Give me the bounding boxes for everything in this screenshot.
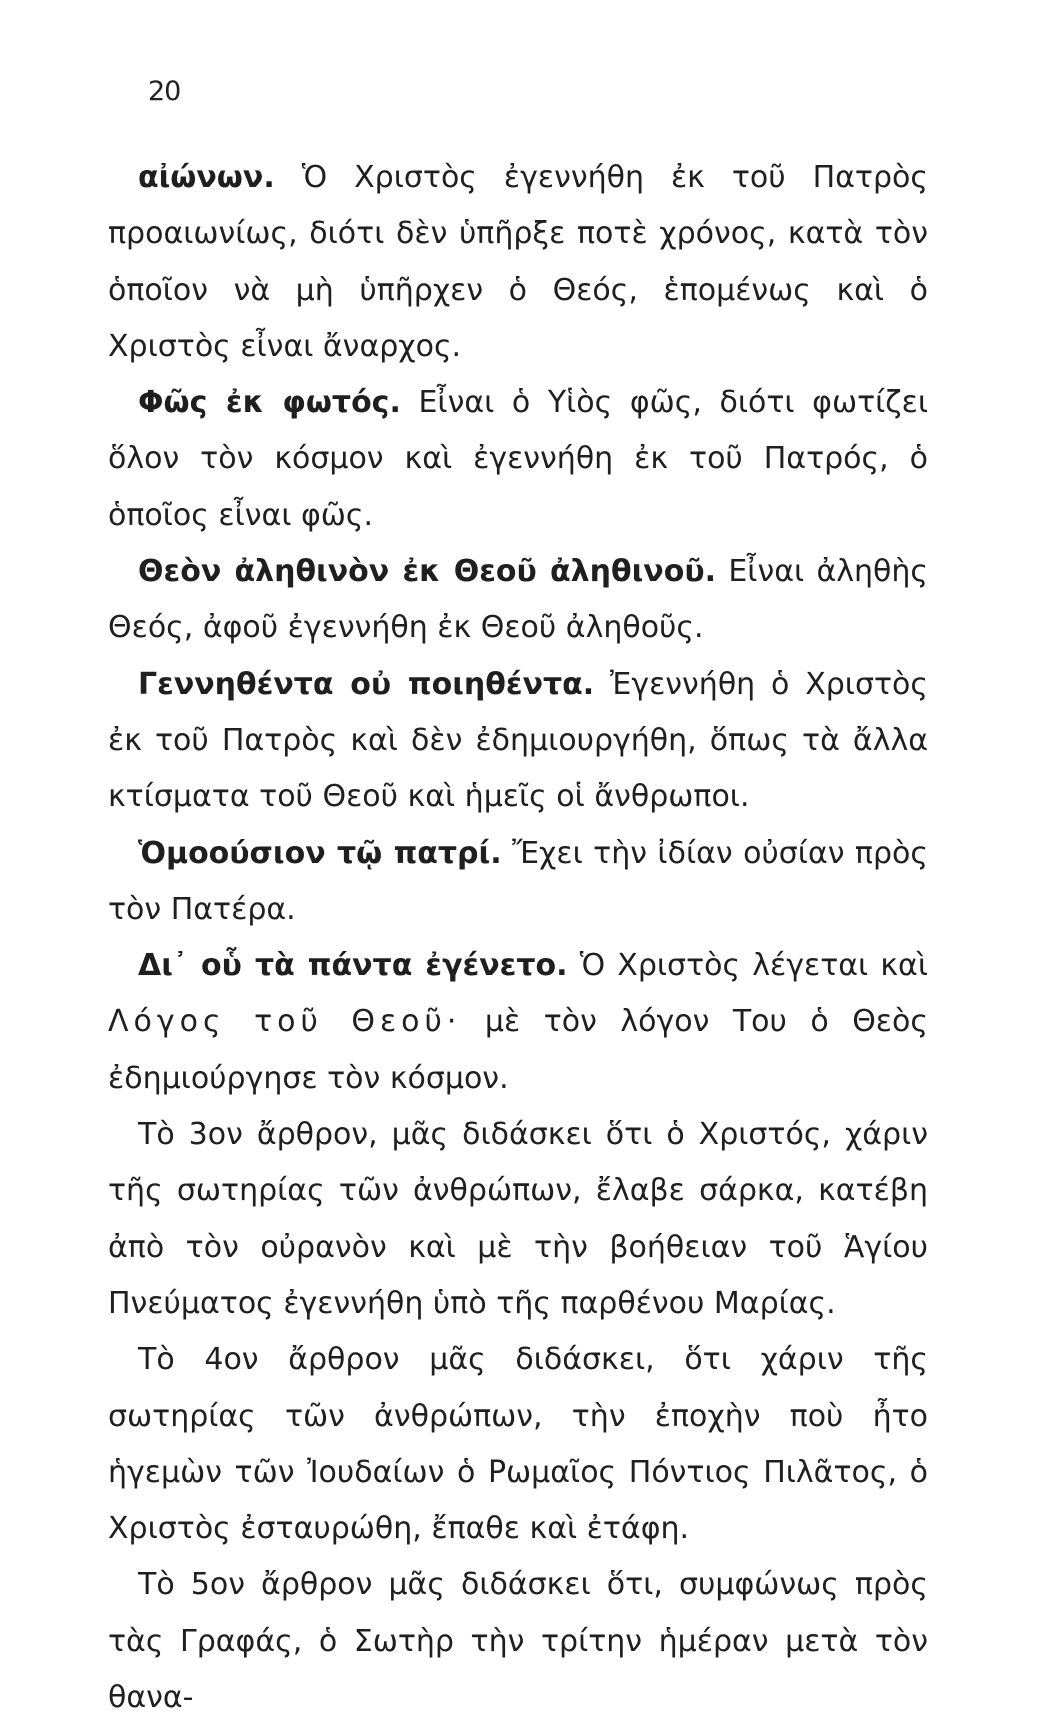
- term-heading: αἰώνων.: [138, 160, 275, 195]
- paragraph-text: Τὸ 3ον ἄρθρον, μᾶς διδάσκει ὅτι ὁ Χριστός, χάριν τῆς σωτηρίας τῶν ἀνθρώπων, ἔλαβε σάρκα, κατέβη ἀπὸ τὸν οὐρανὸν καὶ μὲ τὴν βοήθειαν τοῦ Ἁγίου Πνεύματος ἐγεννήθη ὑπὸ τῆς παρθένου Μαρίας.: [108, 1117, 928, 1321]
- paragraph-6: [108, 938, 928, 1107]
- page-number: 20: [148, 76, 181, 107]
- term-heading: Ὁμοούσιον τῷ πατρί.: [138, 835, 502, 871]
- spaced-term: Λόγος τοῦ Θεοῦ·: [108, 1004, 462, 1040]
- paragraph-5: [108, 826, 928, 939]
- paragraph-text: Ἐγεννήθη ὁ Χριστὸς ἐκ τοῦ Πατρὸς καὶ δὲν ἐδημιουργήθη, ὅπως τὰ ἄλλα κτίσματα τοῦ Θεοῦ καὶ ἡμεῖς οἱ ἄνθρωποι.: [108, 666, 928, 815]
- paragraph-1: [108, 150, 928, 375]
- page-body: [108, 150, 928, 1726]
- paragraph-text: Ἔχει τὴν ἰδίαν οὐσίαν πρὸς τὸν Πατέρα.: [108, 835, 928, 927]
- paragraph-article-5: [108, 1557, 928, 1726]
- term-heading: Δι᾽ οὗ τὰ πάντα ἐγένετο.: [138, 948, 568, 984]
- paragraph-text-tail: μὲ τὸν λόγον Του ὁ Θεὸς ἐδημιούργησε τὸν κόσμον.: [108, 1004, 928, 1096]
- paragraph-article-3: [108, 1107, 928, 1332]
- paragraph-text: Εἶναι ὁ Υἱὸς φῶς, διότι φωτίζει ὅλον τὸν κόσμον καὶ ἐγεννήθη ἐκ τοῦ Πατρός, ὁ ὁποῖος εἶναι φῶς.: [108, 385, 928, 533]
- paragraph-text: Ὁ Χριστὸς ἐγεννήθη ἐκ τοῦ Πατρὸς προαιωνίως, διότι δὲν ὑπῆρξε ποτὲ χρόνος, κατὰ τὸν ὁποῖον νὰ μὴ ὑπῆρχεν ὁ Θεός, ἑπομένως καὶ ὁ Χριστὸς εἶναι ἄναρχος.: [108, 160, 928, 364]
- paragraph-text: Ὁ Χριστὸς λέγεται καὶ: [567, 948, 928, 984]
- paragraph-article-4: [108, 1332, 928, 1557]
- paragraph-text: Τὸ 5ον ἄρθρον μᾶς διδάσκει ὅτι, συμφώνως πρὸς τὰς Γραφάς, ὁ Σωτὴρ τὴν τρίτην ἡμέραν μετὰ τὸν θανα-: [108, 1567, 928, 1716]
- paragraph-4: [108, 657, 928, 826]
- term-heading: Θεὸν ἀληθινὸν ἐκ Θεοῦ ἀληθινοῦ.: [138, 554, 717, 590]
- paragraph-3: [108, 544, 928, 657]
- paragraph-2: [108, 375, 928, 544]
- paragraph-text: Εἶναι ἀληθὴς Θεός, ἀφοῦ ἐγεννήθη ἐκ Θεοῦ ἀληθοῦς.: [108, 554, 929, 646]
- paragraph-text: Τὸ 4ον ἄρθρον μᾶς διδάσκει, ὅτι χάριν τῆς σωτηρίας τῶν ἀνθρώπων, τὴν ἐποχὴν ποὺ ἦτο ἡγεμὼν τῶν Ἰουδαίων ὁ Ρωμαῖος Πόντιος Πιλᾶτος, ὁ Χριστὸς ἐσταυρώθη, ἔπαθε καὶ ἐτάφη.: [108, 1342, 928, 1547]
- term-heading: Γεννηθέντα οὐ ποιηθέντα.: [138, 666, 595, 702]
- term-heading: Φῶς ἐκ φωτός.: [138, 385, 401, 421]
